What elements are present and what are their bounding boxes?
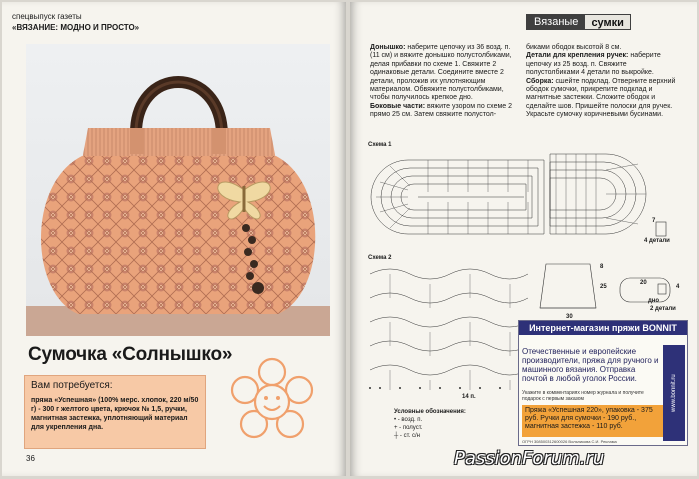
section-tab-secondary: сумки bbox=[584, 14, 631, 30]
bag-pattern-diagram bbox=[536, 260, 690, 322]
dim-7: 7 bbox=[652, 218, 656, 224]
legend-item: • - возд. п. bbox=[394, 417, 423, 423]
dim-30: 30 bbox=[566, 314, 573, 320]
section-tab bbox=[526, 14, 631, 30]
paragraph-rim: биками ободок высотой 8 см. bbox=[526, 44, 622, 51]
ad-website[interactable]: www.bonnit.ru bbox=[663, 345, 685, 441]
dim-8: 8 bbox=[600, 264, 604, 270]
instructions-column-2 bbox=[526, 44, 678, 120]
ad-prices: Пряжа «Успешная 220», упаковка - 375 руб. Ручки для сумочки - 190 руб., магнитная застежка - 110 руб. bbox=[522, 405, 666, 437]
schema-2-diagram bbox=[368, 264, 530, 394]
legend-title: Условные обозначения: bbox=[394, 409, 466, 415]
page-title: Сумочка «Солнышко» bbox=[28, 344, 233, 365]
bottom-label: дно bbox=[648, 298, 660, 304]
schema-1-label: Схема 1 bbox=[368, 142, 392, 148]
ad-legal: ОГРН 308500312600026 Вольникова С.И. Реклама bbox=[522, 439, 617, 444]
ad-note: Укажите в комментариях номер журнала и получите подарок с первым заказом bbox=[522, 390, 644, 402]
bottom-size: 2 детали bbox=[650, 306, 676, 312]
legend-item: ┼ - ст. с/н bbox=[394, 433, 420, 439]
handle-detail-label: 4 детали bbox=[644, 238, 670, 244]
materials-text: пряжа «Успешная» (100% мерс. хлопок, 220 м/50 г) - 300 г желтого цвета, крючок № 1,5, ручки, магнитная застежка, уплотняющий материал для укрепления дна. bbox=[31, 397, 199, 431]
materials-title: Вам потребуется: bbox=[31, 380, 113, 391]
paragraph-bottom: Донышко: наберите цепочку из 36 возд. п. (11 см) и вяжите донышко полустолбиками, делая прибавки по схеме 1. Свяжите 2 одинаковые детали. Соедините вместе 2 детали, проложив их уплотняющим материалом. Обвяжите полустолбиками, чтобы получилось крепкое дно. bbox=[370, 44, 512, 102]
paragraph-assembly: Сборка: сшейте подклад. Отверните верхний ободок сумочки, прикрепите подклад и магнитные застежки. Сложите ободок и сделайте шов. Пришейте полоски для ручек. Украсьте сумочку коричневыми бусинами. bbox=[526, 77, 676, 119]
row-count: 14 п. bbox=[462, 394, 476, 400]
legend-item: + - полуст. bbox=[394, 425, 423, 431]
magazine-title: «ВЯЗАНИЕ: МОДНО И ПРОСТО» bbox=[12, 23, 140, 32]
paragraph-handle-parts: Детали для крепления ручек: наберите цепочку из 25 возд. п. Свяжите полустолбиками 4 детали по выкройке. bbox=[526, 52, 661, 77]
handle-detail-diagram bbox=[546, 150, 686, 242]
dim-4: 4 bbox=[676, 284, 680, 290]
bonnit-advertisement bbox=[518, 320, 688, 446]
bag-photo bbox=[26, 44, 330, 336]
ad-body: Отечественные и европейские производители, пряжа для ручного и машинного вязания. Отправка почтой в любой уголок России. bbox=[522, 347, 659, 383]
ad-header: Интернет-магазин пряжи BONNIT bbox=[519, 321, 687, 335]
paragraph-sides: Боковые части: вяжите узором по схеме 2 прямо 25 см. Затем свяжите полустол- bbox=[370, 102, 513, 119]
watermark: PassionForum.ru bbox=[454, 448, 605, 469]
supplement-line: спецвыпуск газеты bbox=[12, 12, 82, 21]
right-page bbox=[350, 2, 697, 476]
section-tab-primary: Вязаные bbox=[526, 14, 584, 30]
materials-box bbox=[24, 375, 206, 449]
schema-2-label: Схема 2 bbox=[368, 255, 392, 261]
schema-1-diagram bbox=[368, 152, 548, 242]
instructions-column-1 bbox=[370, 44, 516, 120]
page-number: 36 bbox=[26, 454, 35, 463]
sun-flower-illustration bbox=[226, 356, 318, 448]
left-page bbox=[2, 2, 346, 476]
crochet-bag-image bbox=[26, 44, 330, 336]
dim-25: 25 bbox=[600, 284, 607, 290]
legend bbox=[394, 408, 466, 440]
dim-20: 20 bbox=[640, 280, 647, 286]
